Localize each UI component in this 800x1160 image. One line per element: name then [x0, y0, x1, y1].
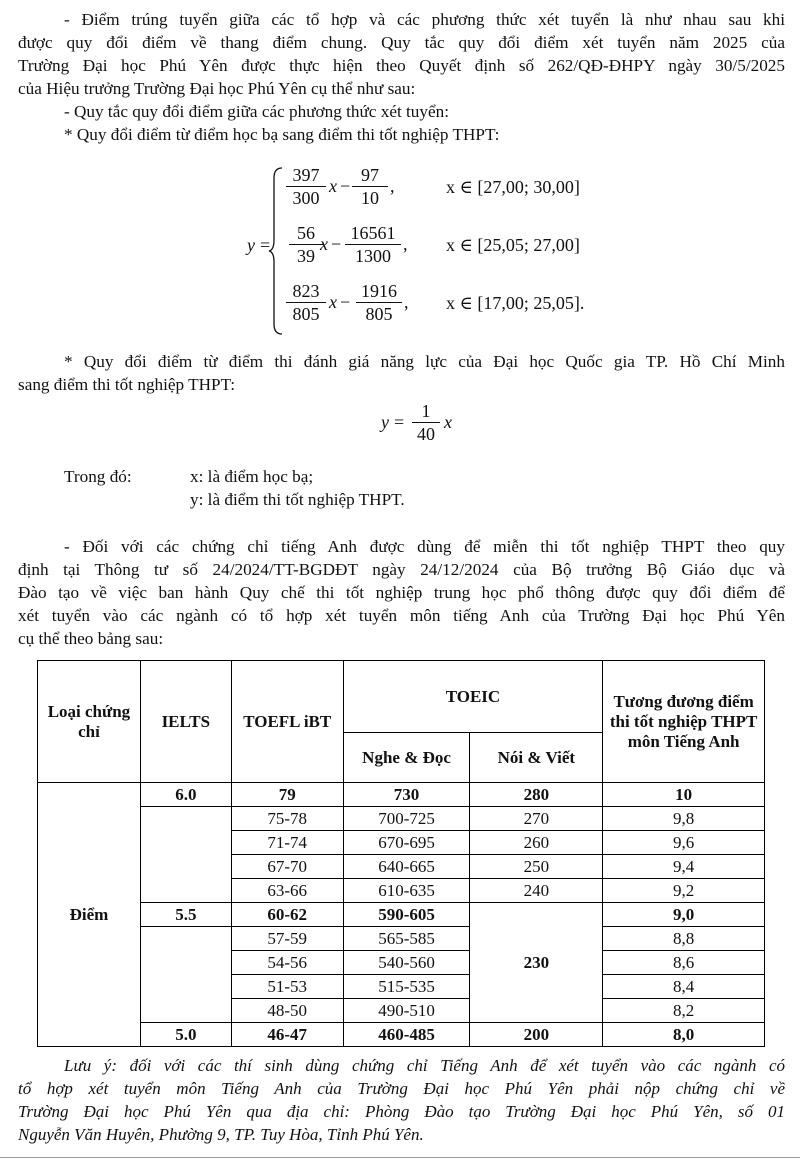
cell-ielts: 5.0: [140, 1023, 231, 1047]
denominator: 805: [365, 304, 393, 324]
where-block: [18, 465, 785, 511]
cell-toefl: 54-56: [231, 951, 343, 975]
intro-line: được quy đổi điểm về thang điểm chung. Quy tắc quy đổi điểm xét tuyển năm 2025 của: [18, 33, 785, 52]
cell-toeic-lr: 640-665: [343, 855, 470, 879]
cell-toeic-sw: 230: [470, 903, 603, 1023]
denominator: 39: [297, 246, 315, 266]
table-row: [38, 927, 765, 951]
fraction-b: [345, 222, 401, 267]
cell-toeic-lr: 515-535: [343, 975, 470, 999]
cell-toefl: 63-66: [231, 879, 343, 903]
cell-ielts: 5.5: [140, 903, 231, 927]
table-row: [38, 903, 765, 927]
cell-toeic-lr: 670-695: [343, 831, 470, 855]
cell-ielts-empty: [140, 927, 231, 1023]
cell-toeic-sw: 260: [470, 831, 603, 855]
formula-equals: =: [260, 235, 271, 255]
cell-ielts-empty: [140, 807, 231, 903]
domain-range: x ∈ [17,00; 25,05].: [446, 293, 585, 313]
denominator: 10: [361, 188, 379, 208]
x-definition: x: là điểm học bạ;: [190, 467, 314, 486]
english-paragraph: [18, 535, 785, 650]
comma: ,: [404, 292, 409, 312]
cell-score: 9,2: [603, 879, 765, 903]
minus-sign: −: [331, 234, 342, 254]
table-row: [38, 783, 765, 807]
numerator: 16561: [350, 223, 396, 243]
table-row: [38, 1023, 765, 1047]
table-row: [38, 807, 765, 831]
cell-score: 9,4: [603, 855, 765, 879]
page-bottom-border: [0, 1157, 800, 1158]
dgnl-formula: [0, 398, 800, 454]
note-paragraph: [18, 1054, 785, 1146]
numerator: 97: [361, 165, 379, 185]
var-x: x: [329, 292, 337, 312]
cell-ielts: 6.0: [140, 783, 231, 807]
fraction-a: [289, 222, 323, 267]
english-conversion-table: [37, 660, 765, 1047]
intro-line: - Điểm trúng tuyển giữa các tổ hợp và các phương thức xét tuyển là như nhau sau khi: [64, 10, 785, 29]
header-toeic-listening-reading: Nghe & Đọc: [343, 733, 470, 783]
cell-toefl: 60-62: [231, 903, 343, 927]
dgnl-line: * Quy đổi điểm từ điểm thi đánh giá năng lực của Đại học Quốc gia TP. Hồ Chí Minh: [64, 352, 785, 371]
note-line: Lưu ý: đối với các thí sinh dùng chứng chỉ Tiếng Anh để xét tuyển vào các ngành có: [64, 1056, 785, 1075]
formula-y: y: [247, 235, 255, 255]
minus-sign: −: [340, 292, 351, 312]
header-ielts: IELTS: [140, 661, 231, 783]
cell-toefl: 71-74: [231, 831, 343, 855]
cell-toeic-lr: 730: [343, 783, 470, 807]
cell-toeic-sw: 200: [470, 1023, 603, 1047]
header-toeic: TOEIC: [343, 661, 603, 733]
denominator: 1300: [355, 246, 391, 266]
row-label: Điểm: [38, 783, 141, 1047]
cell-toefl: 79: [231, 783, 343, 807]
cell-score: 8,2: [603, 999, 765, 1023]
intro-line: Trường Đại học Phú Yên được thực hiện theo Quyết định số 262/QĐ-ĐHPY ngày 30/5/2025: [18, 56, 785, 75]
cell-score: 8,4: [603, 975, 765, 999]
piecewise-formula: [0, 160, 800, 340]
var-x: x: [444, 412, 452, 432]
denominator: 805: [292, 304, 320, 324]
cell-score: 9,8: [603, 807, 765, 831]
left-brace-icon: [268, 166, 284, 336]
cell-toeic-lr: 700-725: [343, 807, 470, 831]
cell-toefl: 48-50: [231, 999, 343, 1023]
dgnl-line: sang điểm thi tốt nghiệp THPT:: [18, 375, 235, 394]
cell-toeic-sw: 270: [470, 807, 603, 831]
comma: ,: [403, 234, 408, 254]
cell-toeic-sw: 280: [470, 783, 603, 807]
cell-score: 8,8: [603, 927, 765, 951]
formula-y: y: [381, 412, 389, 432]
fraction-b: [352, 164, 388, 209]
cell-toeic-lr: 590-605: [343, 903, 470, 927]
dgnl-paragraph: [18, 350, 785, 396]
cell-toefl: 67-70: [231, 855, 343, 879]
fraction-b: [356, 280, 402, 325]
comma: ,: [390, 176, 395, 196]
rule-line: - Quy tắc quy đổi điểm giữa các phương thức xét tuyển:: [64, 102, 449, 121]
cell-score: 9,0: [603, 903, 765, 927]
numerator: 397: [292, 165, 320, 185]
cell-score: 8,6: [603, 951, 765, 975]
var-x: x: [320, 234, 328, 254]
minus-sign: −: [340, 176, 351, 196]
header-certificate-type: Loại chứng chỉ: [38, 661, 141, 783]
cell-toeic-lr: 460-485: [343, 1023, 470, 1047]
intro-line: của Hiệu trưởng Trường Đại học Phú Yên cụ thể như sau:: [18, 79, 416, 98]
cell-toefl: 46-47: [231, 1023, 343, 1047]
cell-toeic-lr: 610-635: [343, 879, 470, 903]
cell-toeic-sw: 240: [470, 879, 603, 903]
cell-toefl: 75-78: [231, 807, 343, 831]
cell-score: 9,6: [603, 831, 765, 855]
hocba-heading: * Quy đổi điểm từ điểm học bạ sang điểm thi tốt nghiệp THPT:: [64, 125, 500, 144]
y-definition: y: là điểm thi tốt nghiệp THPT.: [190, 490, 405, 509]
formula-equals: =: [394, 412, 405, 432]
numerator: 823: [292, 281, 320, 301]
english-line: định tại Thông tư số 24/2024/TT-BGDĐT ngày 24/12/2024 của Bộ trưởng Bộ Giáo dục và: [18, 560, 785, 579]
note-line: tổ hợp xét tuyển môn Tiếng Anh của Trường Đại học Phú Yên phải nộp chứng chỉ về: [18, 1079, 785, 1098]
cell-toefl: 51-53: [231, 975, 343, 999]
english-line: cụ thể theo bảng sau:: [18, 629, 164, 648]
numerator: 56: [297, 223, 315, 243]
fraction: [412, 400, 440, 445]
english-line: Đào tạo về việc ban hành Quy chế thi tốt nghiệp trung học phổ thông được quy đổi điểm để: [18, 583, 785, 602]
fraction-a: [286, 164, 326, 209]
cell-toeic-lr: 540-560: [343, 951, 470, 975]
cell-score: 10: [603, 783, 765, 807]
header-equivalent-score: Tương đương điểm thi tốt nghiệp THPT môn Tiếng Anh: [603, 661, 765, 783]
note-line: Nguyễn Văn Huyên, Phường 9, TP. Tuy Hòa, Tỉnh Phú Yên.: [18, 1125, 424, 1144]
var-x: x: [329, 176, 337, 196]
english-line: xét tuyển vào các ngành có tổ hợp xét tuyển môn tiếng Anh của Trường Đại học Phú Yên: [18, 606, 785, 625]
domain-range: x ∈ [27,00; 30,00]: [446, 177, 580, 197]
cell-toeic-sw: 250: [470, 855, 603, 879]
intro-paragraph: [18, 8, 785, 146]
where-label: Trong đó:: [64, 467, 132, 486]
fraction-a: [286, 280, 326, 325]
denominator: 300: [292, 188, 320, 208]
english-line: - Đối với các chứng chỉ tiếng Anh được dùng để miễn thi tốt nghiệp THPT theo quy: [64, 537, 785, 556]
numerator: 1916: [361, 281, 397, 301]
numerator: 1: [421, 401, 431, 421]
cell-toeic-lr: 490-510: [343, 999, 470, 1023]
cell-toeic-lr: 565-585: [343, 927, 470, 951]
header-toeic-speaking-writing: Nói & Viết: [470, 733, 603, 783]
cell-toefl: 57-59: [231, 927, 343, 951]
note-line: Trường Đại học Phú Yên qua địa chỉ: Phòng Đào tạo Trường Đại học Phú Yên, số 01: [18, 1102, 785, 1121]
cell-score: 8,0: [603, 1023, 765, 1047]
header-toefl: TOEFL iBT: [231, 661, 343, 783]
denominator: 40: [417, 424, 435, 444]
domain-range: x ∈ [25,05; 27,00]: [446, 235, 580, 255]
